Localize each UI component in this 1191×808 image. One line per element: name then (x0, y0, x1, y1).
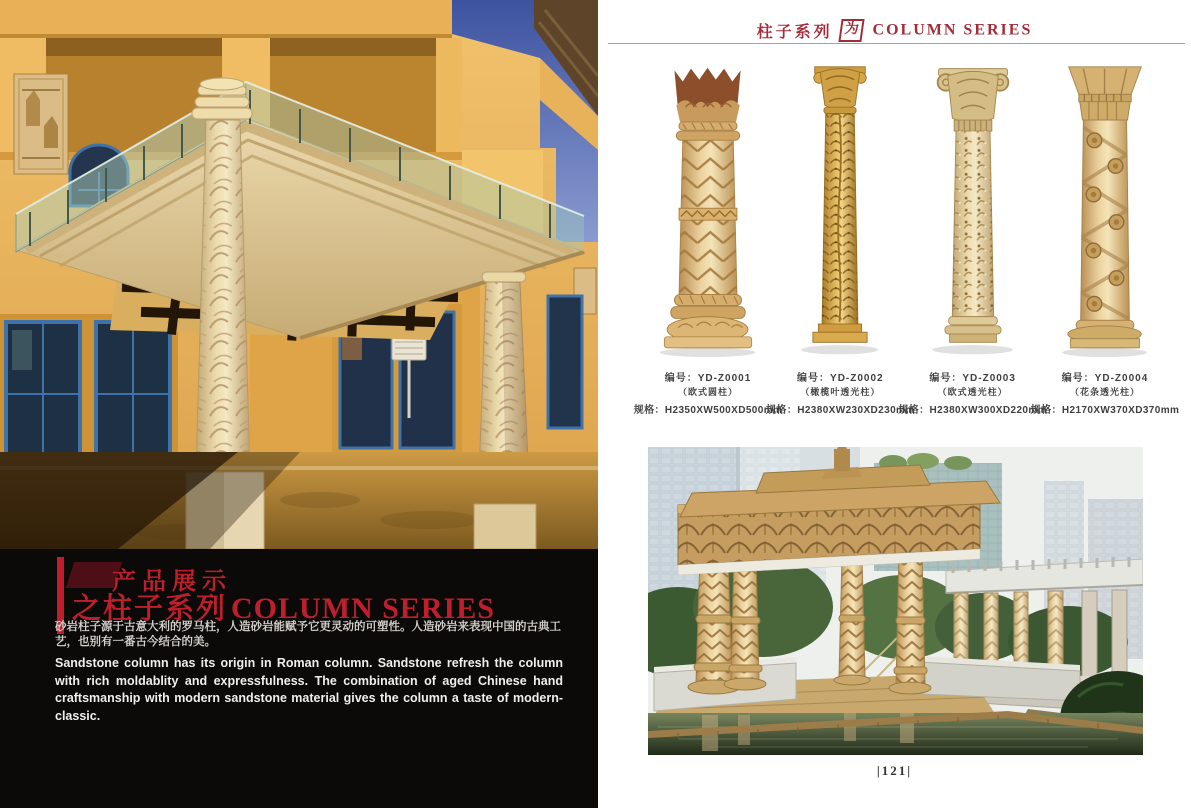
product-caption (898, 369, 1047, 416)
product-code: 编号：YD-Z0002 (797, 373, 884, 384)
product-card (766, 56, 915, 416)
product-code: 编号：YD-Z0003 (929, 373, 1016, 384)
section-title-line2-en: COLUMN SERIES (231, 592, 495, 625)
product-spec: 规格：H2170XW370XD370mm (1030, 405, 1180, 416)
product-image-yd-z0002 (778, 56, 902, 366)
header-title-zh: 柱子系列 (756, 24, 833, 41)
product-grid (633, 56, 1180, 416)
product-code: 编号：YD-Z0001 (664, 373, 752, 384)
pavilion-photo (648, 447, 1143, 755)
brand-logo-icon: 为 (838, 19, 864, 42)
product-caption (766, 369, 915, 416)
product-image-yd-z0004 (1043, 56, 1167, 366)
right-page (598, 0, 1191, 808)
product-name: （欧式透光柱） (937, 387, 1008, 397)
product-name: （花条透光柱） (1069, 387, 1140, 397)
product-spec: 规格：H2380XW300XD220mm (898, 405, 1047, 416)
building-entrance-photo (0, 0, 598, 549)
product-card (898, 56, 1047, 416)
header-rule (608, 43, 1185, 44)
product-image-yd-z0001 (646, 56, 770, 366)
product-caption (1031, 369, 1180, 416)
intro-paragraph-en: Sandstone column has its origin in Roman column. Sandstone refresh the column with rich moldablity and expressfulness. The combination of aged Chinese hand craftsmanship with modern sandstone material gives the column a taste of modern-classic. (55, 656, 563, 723)
relief-panel (14, 74, 68, 174)
page-header (598, 19, 1191, 42)
product-code: 编号：YD-Z0004 (1061, 373, 1149, 384)
product-name: （橄榄叶透光柱） (800, 387, 881, 397)
header-title-en: COLUMN SERIES (872, 21, 1033, 39)
product-spec: 规格：H2380XW230XD230mm (766, 405, 915, 416)
left-text-panel (0, 549, 598, 808)
page-number: |121| (876, 763, 913, 778)
section-title-line1: 产品展示 (112, 569, 232, 595)
product-spec: 规格：H2350XW500XD500mm (633, 405, 783, 416)
section-title-line2-zh: 之柱子系列 (72, 593, 228, 625)
product-card (633, 56, 783, 416)
product-caption (634, 369, 783, 416)
product-image-yd-z0003 (911, 56, 1035, 366)
intro-paragraph-zh: 砂岩柱子源于古意大利的罗马柱，人造砂岩能赋予它更灵动的可塑性。人造砂岩来表现中国的古典工艺，也别有一番古今结合的美。 (55, 621, 561, 648)
product-name: （欧式圆柱） (677, 387, 738, 397)
product-card (1030, 56, 1180, 416)
